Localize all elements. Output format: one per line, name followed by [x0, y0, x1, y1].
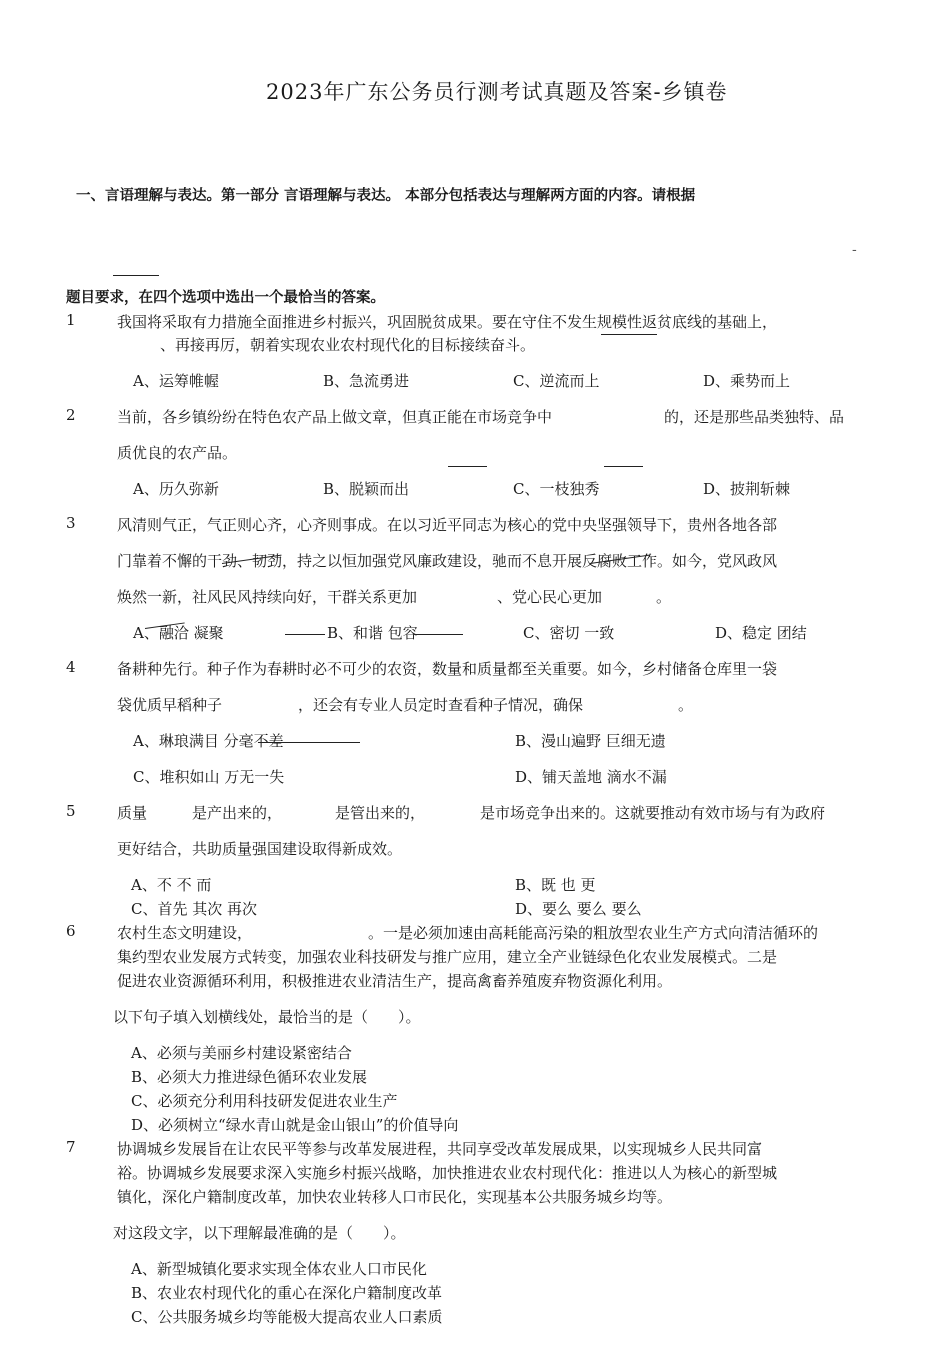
- option-a[interactable]: A、历久弥新: [133, 480, 219, 498]
- question-text: 。: [678, 696, 694, 714]
- question-text: 更好结合，共助质量强国建设取得新成效。: [117, 840, 403, 858]
- question-text: 。: [656, 588, 672, 606]
- question-text: 农村生态文明建设，: [117, 924, 253, 942]
- question-text: 备耕种先行。种子作为春耕时必不可少的农资，数量和质量都至关重要。如今，乡村储备仓库里一袋: [117, 660, 778, 678]
- question-text: 裕。协调城乡发展要求深入实施乡村振兴战略，加快推进农业农村现代化：推进以人为核心的新型城: [117, 1164, 778, 1182]
- question-number: 5: [66, 802, 76, 820]
- option-c[interactable]: C、首先 其次 再次: [131, 900, 258, 918]
- section-heading: 一、言语理解与表达。第一部分 言语理解与表达。 本部分包括表达与理解两方面的内容。请根据: [76, 188, 696, 204]
- blank-line: [604, 466, 643, 467]
- question-text: 集约型农业发展方式转变，加强农业科技研发与推广应用，建立全产业链绿色化农业发展模式。二是: [117, 948, 778, 966]
- option-b[interactable]: B、农业农村现代化的重心在深化户籍制度改革: [131, 1284, 443, 1302]
- question-text: 当前，各乡镇纷纷在特色农产品上做文章，但真正能在市场竞争中: [117, 408, 553, 426]
- question-number: 4: [66, 658, 76, 676]
- option-a[interactable]: A、不 不 而: [131, 876, 212, 894]
- option-c[interactable]: C、密切 一致: [523, 624, 615, 642]
- option-d[interactable]: D、稳定 团结: [715, 624, 807, 642]
- question-text: 焕然一新，社风民风持续向好，干群关系更加: [117, 588, 418, 606]
- option-a[interactable]: A、融洽 凝聚: [133, 624, 224, 642]
- option-a[interactable]: A、新型城镇化要求实现全体农业人口市民化: [131, 1260, 427, 1278]
- section-requirement: 题目要求，在四个选项中选出一个最恰当的答案。: [66, 290, 385, 306]
- question-number: 2: [66, 406, 76, 424]
- question-text: 是市场竞争出来的。这就要推动有效市场与有为政府: [480, 804, 826, 822]
- question-number: 1: [66, 311, 76, 329]
- question-number: 6: [66, 922, 76, 940]
- blank-line: [258, 742, 360, 743]
- option-b[interactable]: B、漫山遍野 巨细无遗: [515, 732, 666, 750]
- question-text: 、党心民心更加: [497, 588, 603, 606]
- option-b[interactable]: B、必须大力推进绿色循环农业发展: [131, 1068, 368, 1086]
- question-text: ，还会有专业人员定时查看种子情况，确保: [298, 696, 584, 714]
- option-d[interactable]: D、必须树立“绿水青山就是金山银山”的价值导向: [131, 1116, 459, 1134]
- question-text: 镇化，深化户籍制度改革，加快农业转移人口市民化，实现基本公共服务城乡均等。: [117, 1188, 673, 1206]
- option-d[interactable]: D、铺天盖地 滴水不漏: [515, 768, 667, 786]
- option-b[interactable]: B、和谐 包容: [327, 624, 418, 642]
- question-text: 门靠着不懈的干劲、韧劲，持之以恒加强党风廉政建设，驰而不息开展反腐败工作。如今，党风政风: [117, 552, 778, 570]
- option-b[interactable]: B、既 也 更: [515, 876, 596, 894]
- option-a[interactable]: A、运筹帷幄: [133, 372, 219, 390]
- question-text: 。一是必须加速由高耗能高污染的粗放型农业生产方式向清洁循环的: [368, 924, 819, 942]
- option-b[interactable]: B、脱颖而出: [323, 480, 410, 498]
- question-number: 7: [66, 1138, 76, 1156]
- option-d[interactable]: D、乘势而上: [703, 372, 791, 390]
- question-text: 的，还是那些品类独特、品: [664, 408, 845, 426]
- option-c[interactable]: C、必须充分利用科技研发促进农业生产: [131, 1092, 398, 1110]
- decorative-underline: [113, 275, 159, 276]
- option-b[interactable]: B、急流勇进: [323, 372, 410, 390]
- question-prompt: 对这段文字，以下理解最准确的是（ ）。: [113, 1224, 406, 1242]
- question-text: 风清则气正，气正则心齐，心齐则事成。在以习近平同志为核心的党中央坚强领导下，贵州各地各部: [117, 516, 778, 534]
- option-d[interactable]: D、披荆斩棘: [703, 480, 791, 498]
- question-text: 是管出来的，: [335, 804, 426, 822]
- question-text: 协调城乡发展旨在让农民平等参与改革发展进程，共同享受改革发展成果，以实现城乡人民共同富: [117, 1140, 763, 1158]
- question-text: 我国将采取有力措施全面推进乡村振兴，巩固脱贫成果。要在守住不发生规模性返贫底线的基础上，: [117, 313, 778, 331]
- stray-dash: -: [852, 242, 857, 258]
- question-text: 质量: [117, 804, 148, 822]
- question-text: 促进农业资源循环利用，积极推进农业清洁生产，提高禽畜养殖废弃物资源化利用。: [117, 972, 673, 990]
- question-number: 3: [66, 514, 76, 532]
- question-text: 、再接再厉，朝着实现农业农村现代化的目标接续奋斗。: [160, 336, 536, 354]
- option-c[interactable]: C、堆积如山 万无一失: [133, 768, 285, 786]
- question-text: 袋优质早稻种子: [117, 696, 223, 714]
- option-a[interactable]: A、琳琅满目 分毫不差: [133, 732, 284, 750]
- blank-line: [448, 466, 487, 467]
- option-a[interactable]: A、必须与美丽乡村建设紧密结合: [131, 1044, 352, 1062]
- blank-line: [285, 634, 325, 635]
- question-text: 质优良的农产品。: [117, 444, 238, 462]
- blank-line: [415, 634, 463, 635]
- question-text: 是产出来的，: [192, 804, 283, 822]
- option-c[interactable]: C、逆流而上: [513, 372, 600, 390]
- option-d[interactable]: D、要么 要么 要么: [515, 900, 642, 918]
- page-title: 2023年广东公务员行测考试真题及答案-乡镇卷: [266, 80, 728, 104]
- blank-line: [601, 334, 657, 335]
- option-c[interactable]: C、一枝独秀: [513, 480, 600, 498]
- question-prompt: 以下句子填入划横线处，最恰当的是（ ）。: [113, 1008, 421, 1026]
- option-c[interactable]: C、公共服务城乡均等能极大提高农业人口素质: [131, 1308, 443, 1326]
